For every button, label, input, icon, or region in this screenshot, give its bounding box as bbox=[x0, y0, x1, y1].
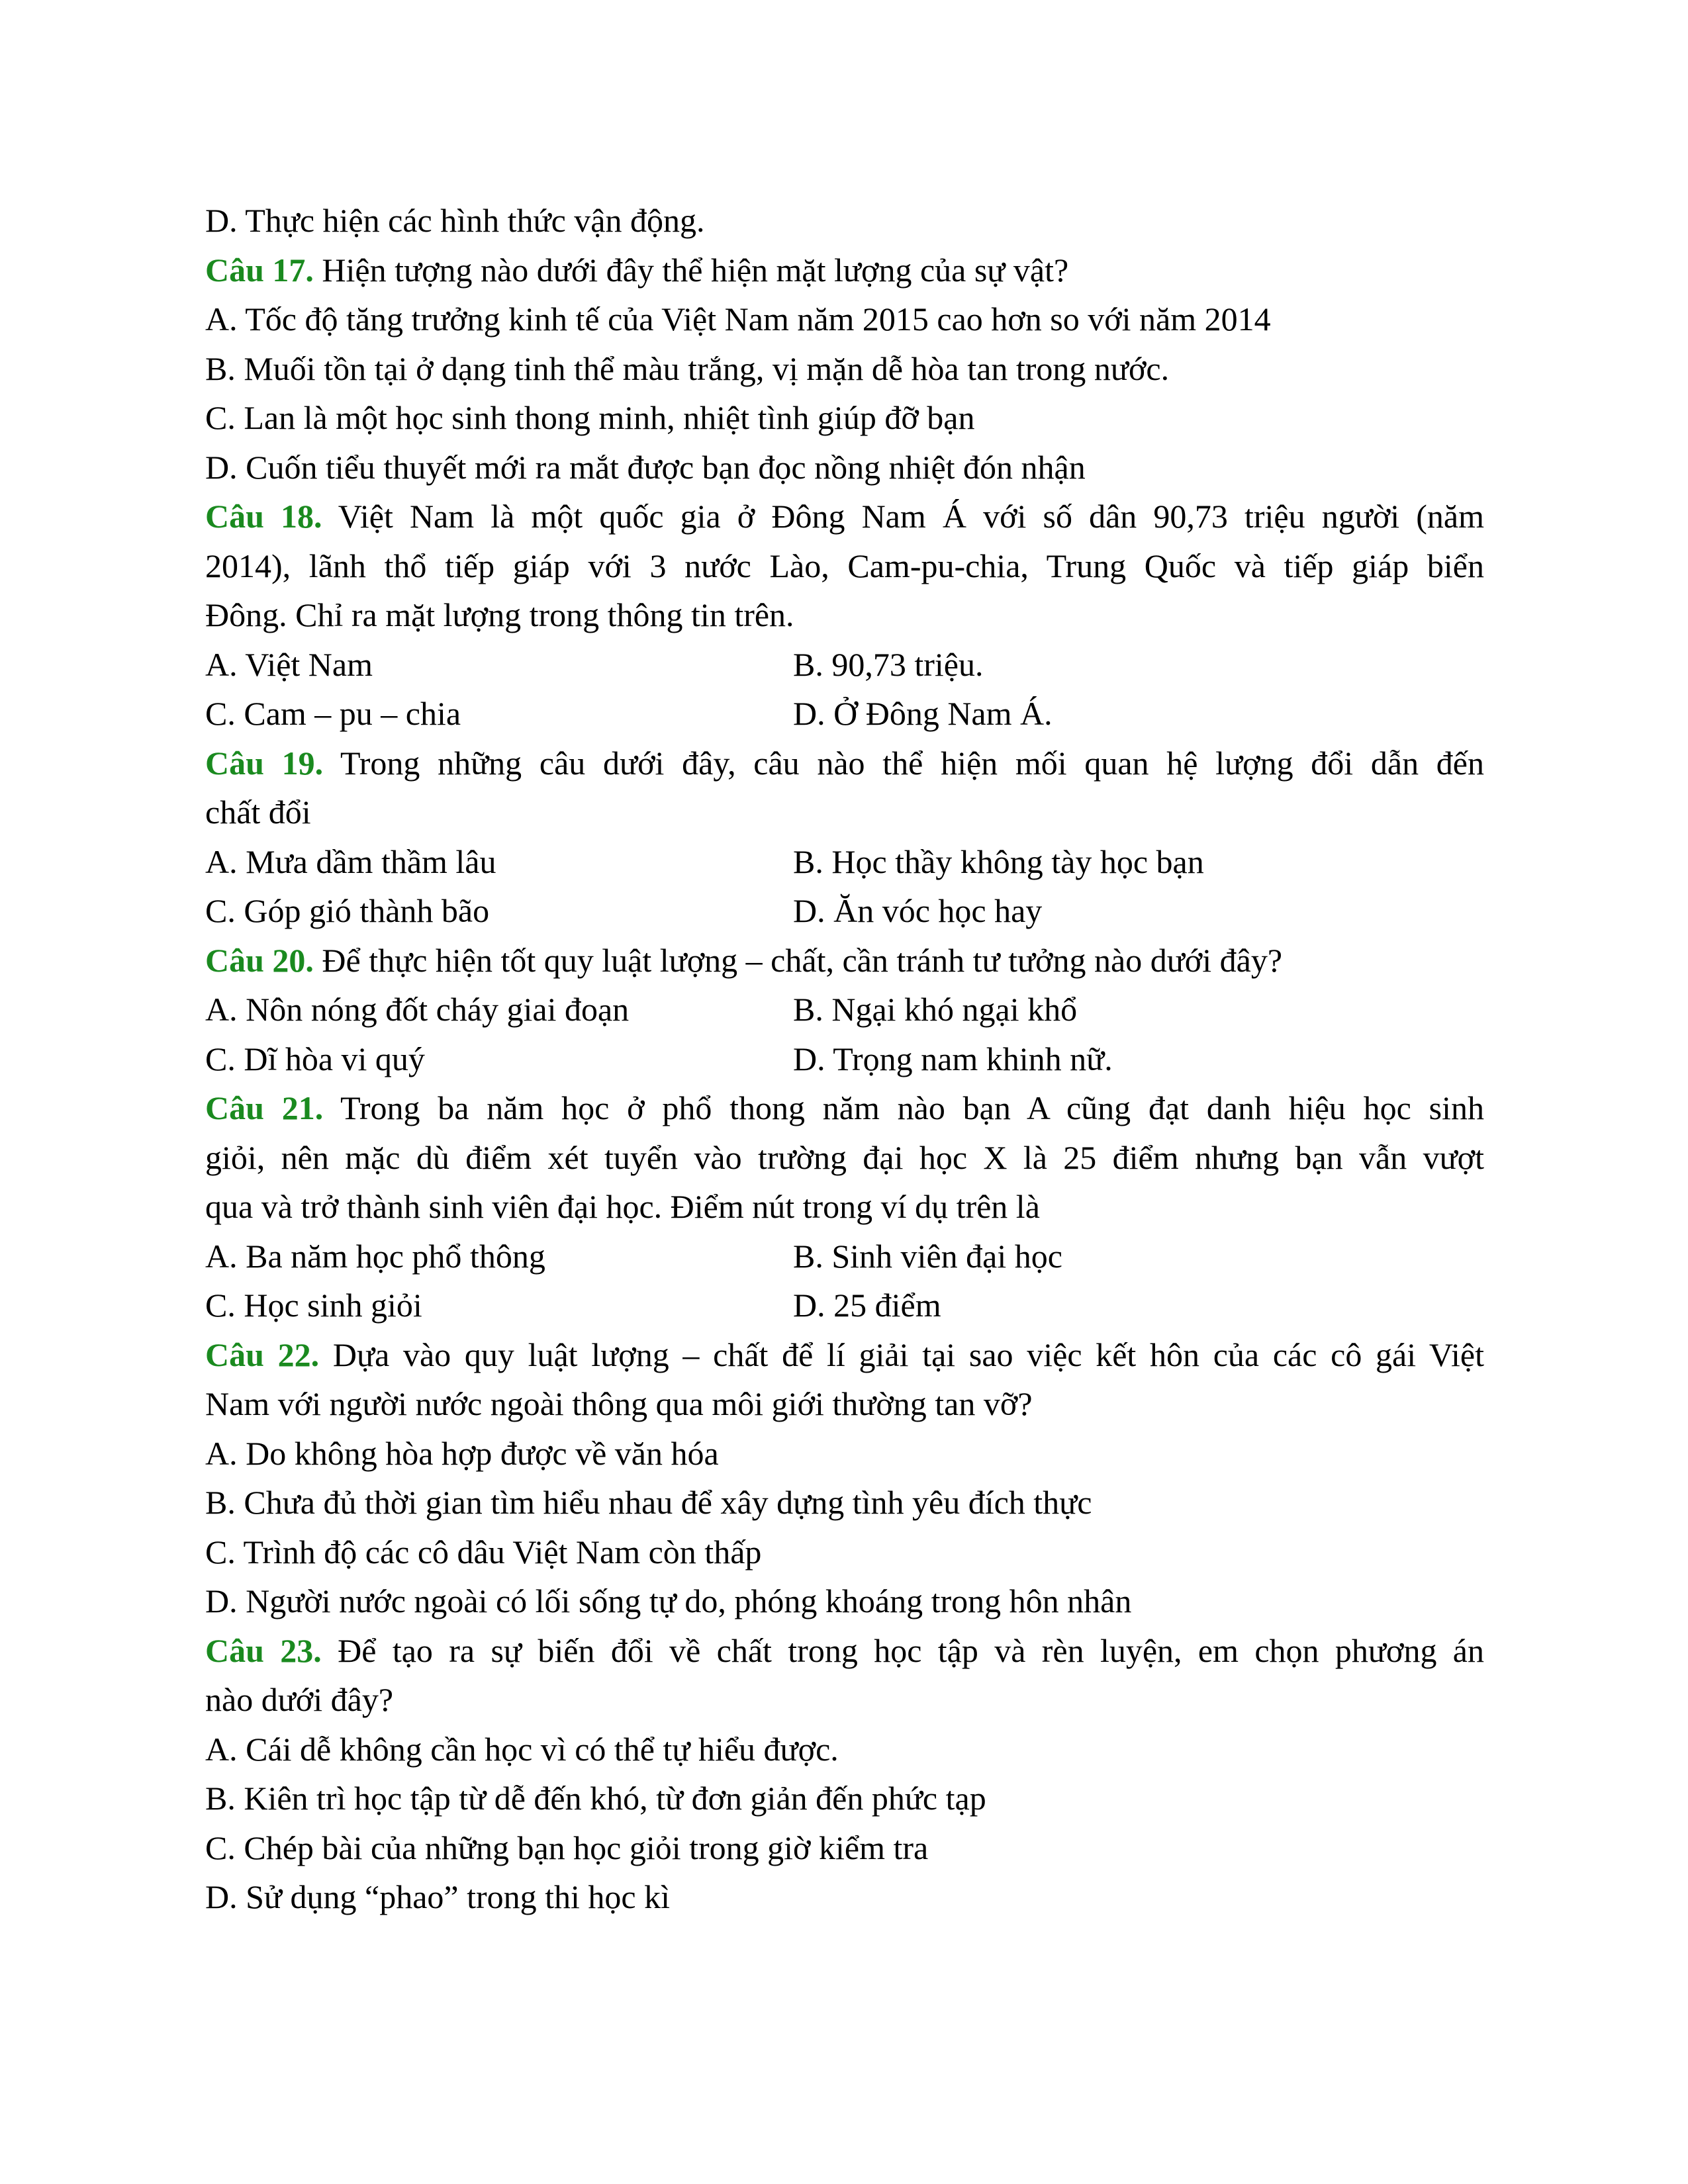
q20-option-b: B. Ngại khó ngại khổ bbox=[793, 991, 1078, 1028]
q17-option-a: A. Tốc độ tăng trưởng kinh tế của Việt Nam năm 2015 cao hơn so với năm 2014 bbox=[205, 300, 1271, 338]
q22-option-c: C. Trình độ các cô dâu Việt Nam còn thấp bbox=[205, 1533, 762, 1570]
q18-option-c: C. Cam – pu – chia bbox=[205, 695, 461, 732]
q19-option-b: B. Học thầy không tày học bạn bbox=[793, 842, 1204, 880]
q17-text: Hiện tượng nào dưới đây thể hiện mặt lượng của sự vật? bbox=[322, 251, 1069, 289]
q17-option-b: B. Muối tồn tại ở dạng tinh thể màu trắng, vị mặn dễ hòa tan trong nước. bbox=[205, 349, 1170, 387]
q18-options-row-1 bbox=[205, 640, 1484, 690]
q21-stem-line-3: qua và trở thành sinh viên đại học. Điểm nút trong ví dụ trên là bbox=[205, 1188, 1040, 1225]
q23-stem-line-1 bbox=[205, 1626, 1484, 1676]
q19-text-1: Trong những câu dưới đây, câu nào thể hiện mối quan hệ lượng đổi dẫn đến bbox=[340, 744, 1484, 782]
q20-options-row-1 bbox=[205, 985, 1484, 1034]
q21-option-d: D. 25 điểm bbox=[793, 1287, 941, 1324]
q18-option-d: D. Ở Đông Nam Á. bbox=[793, 695, 1053, 732]
q19-label: Câu 19. bbox=[205, 744, 324, 782]
q18-text-1: Việt Nam là một quốc gia ở Đông Nam Á với số dân 90,73 triệu người (năm bbox=[338, 498, 1484, 535]
q21-stem-line-2: giỏi, nên mặc dù điểm xét tuyển vào trường đại học X là 25 điểm nhưng bạn vẫn vượt bbox=[205, 1138, 1484, 1176]
q23-option-d: D. Sử dụng “phao” trong thi học kì bbox=[205, 1878, 671, 1915]
q21-option-b: B. Sinh viên đại học bbox=[793, 1237, 1062, 1275]
q18-stem-line-1 bbox=[205, 492, 1484, 541]
q22-option-a: A. Do không hòa hợp được về văn hóa bbox=[205, 1434, 719, 1472]
q21-label: Câu 21. bbox=[205, 1089, 324, 1126]
document-content bbox=[205, 196, 1484, 1922]
q17-option-c: C. Lan là một học sinh thong minh, nhiệt tình giúp đỡ bạn bbox=[205, 399, 975, 436]
q23-option-a: A. Cái dễ không cần học vì có thể tự hiểu được. bbox=[205, 1730, 839, 1768]
q23-label: Câu 23. bbox=[205, 1631, 322, 1669]
q16-option-d: D. Thực hiện các hình thức vận động. bbox=[205, 202, 705, 239]
q19-option-a: A. Mưa dầm thầm lâu bbox=[205, 842, 496, 880]
q23-stem-line-2: nào dưới đây? bbox=[205, 1681, 394, 1718]
q18-stem-line-2: 2014), lãnh thổ tiếp giáp với 3 nước Lào, Cam-pu-chia, Trung Quốc và tiếp giáp biển bbox=[205, 547, 1484, 584]
q17-label: Câu 17. bbox=[205, 251, 314, 289]
q20-option-c: C. Dĩ hòa vi quý bbox=[205, 1040, 425, 1077]
q22-option-d: D. Người nước ngoài có lối sống tự do, phóng khoáng trong hôn nhân bbox=[205, 1582, 1132, 1619]
q21-options-row-1 bbox=[205, 1232, 1484, 1281]
q22-stem-line-1 bbox=[205, 1330, 1484, 1380]
q21-stem-line-1 bbox=[205, 1083, 1484, 1133]
q22-text-1: Dựa vào quy luật lượng – chất để lí giải tại sao việc kết hôn của các cô gái Việt bbox=[332, 1336, 1485, 1373]
q22-option-b: B. Chưa đủ thời gian tìm hiểu nhau để xây dựng tình yêu đích thực bbox=[205, 1484, 1092, 1521]
q23-option-c: C. Chép bài của những bạn học giỏi trong giờ kiểm tra bbox=[205, 1829, 929, 1866]
q23-option-b: B. Kiên trì học tập từ dễ đến khó, từ đơn giản đến phức tạp bbox=[205, 1780, 986, 1817]
q17-stem bbox=[205, 246, 1484, 295]
q21-text-1: Trong ba năm học ở phổ thong năm nào bạn A cũng đạt danh hiệu học sinh bbox=[340, 1089, 1484, 1126]
q19-options-row-2 bbox=[205, 886, 1484, 936]
q20-option-a: A. Nôn nóng đốt cháy giai đoạn bbox=[205, 991, 630, 1028]
q17-option-d: D. Cuốn tiểu thuyết mới ra mắt được bạn đọc nồng nhiệt đón nhận bbox=[205, 448, 1086, 486]
q20-option-d: D. Trọng nam khinh nữ. bbox=[793, 1040, 1113, 1077]
q20-options-row-2 bbox=[205, 1034, 1484, 1084]
q20-text: Để thực hiện tốt quy luật lượng – chất, cần tránh tư tưởng nào dưới đây? bbox=[322, 941, 1283, 979]
q23-text-1: Để tạo ra sự biến đổi về chất trong học tập và rèn luyện, em chọn phương án bbox=[338, 1631, 1484, 1669]
q19-option-d: D. Ăn vóc học hay bbox=[793, 892, 1043, 929]
q18-option-a: A. Việt Nam bbox=[205, 645, 373, 683]
q22-stem-line-2: Nam với người nước ngoài thông qua môi giới thường tan vỡ? bbox=[205, 1385, 1033, 1422]
q20-stem bbox=[205, 936, 1484, 985]
q19-option-c: C. Góp gió thành bão bbox=[205, 892, 490, 929]
q19-options-row-1 bbox=[205, 837, 1484, 887]
q18-label: Câu 18. bbox=[205, 498, 322, 535]
q20-label: Câu 20. bbox=[205, 941, 314, 979]
q19-stem-line-1 bbox=[205, 739, 1484, 788]
q21-option-a: A. Ba năm học phổ thông bbox=[205, 1237, 545, 1275]
q22-label: Câu 22. bbox=[205, 1336, 320, 1373]
q18-options-row-2 bbox=[205, 689, 1484, 739]
q21-option-c: C. Học sinh giỏi bbox=[205, 1287, 422, 1324]
q19-stem-line-2: chất đổi bbox=[205, 794, 311, 831]
q18-stem-line-3: Đông. Chỉ ra mặt lượng trong thông tin trên. bbox=[205, 596, 794, 633]
q21-options-row-2 bbox=[205, 1281, 1484, 1330]
q18-option-b: B. 90,73 triệu. bbox=[793, 645, 984, 683]
